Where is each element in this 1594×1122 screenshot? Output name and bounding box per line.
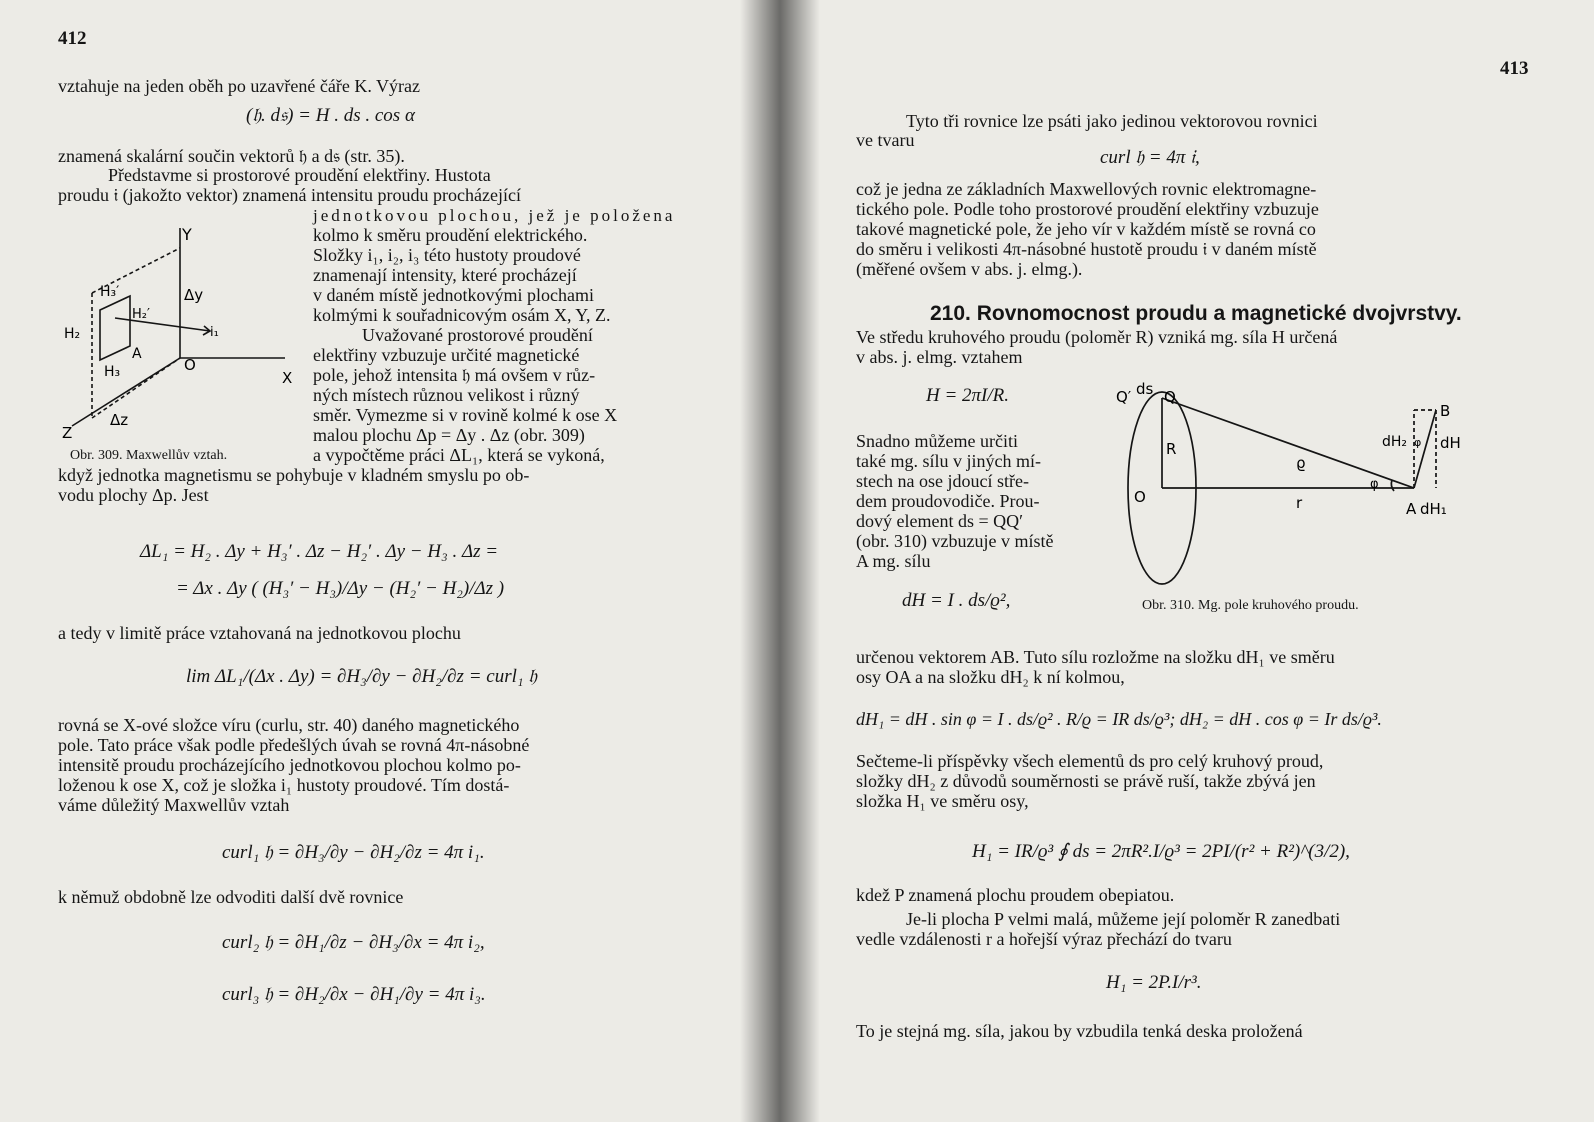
- fig310-label: dH₁: [1420, 500, 1447, 518]
- text-line: osy OA a na složku dH₂ k ní kolmou,: [856, 667, 1125, 687]
- text-line: jednotkovou plochou, jež je položena: [313, 206, 676, 225]
- figure-310-diagram: [1106, 380, 1486, 590]
- text-line: určenou vektorem AB. Tuto sílu rozložme na složku dH₁ ve směru: [856, 647, 1335, 667]
- fig310-label: dH₂: [1382, 434, 1408, 450]
- text-line: kdež P znamená plochu proudem obepiatou.: [856, 885, 1175, 905]
- text-line: do směru i velikosti 4π-násobné hustotě proudu 𝔦 v daném místě: [856, 239, 1317, 259]
- fig310-label: φ: [1414, 436, 1422, 449]
- text-line: dem proudovodiče. Prou-: [856, 491, 1040, 511]
- text-line: vodu plochy Δp. Jest: [58, 485, 209, 505]
- text-line: vztahuje na jeden oběh po uzavřené čáře K. Výraz: [58, 76, 420, 96]
- text-line: tického pole. Podle toho prostorové proudění elektřiny vzbuzuje: [856, 199, 1319, 219]
- text-line: Snadno můžeme určiti: [856, 431, 1018, 451]
- text-line: (měřené ovšem v abs. j. elmg.).: [856, 259, 1083, 279]
- left-page: [0, 0, 780, 1122]
- fig309-label: Δy: [184, 286, 204, 304]
- text-line: a tedy v limitě práce vztahovaná na jednotkovou plochu: [58, 623, 461, 643]
- figure-caption: Obr. 309. Maxwellův vztah.: [70, 448, 228, 463]
- page-number: 412: [58, 28, 87, 49]
- text-line: elektřiny vzbuzuje určité magnetické: [313, 345, 580, 365]
- text-line: ve tvaru: [856, 130, 915, 150]
- fig310-label: A: [1406, 500, 1417, 518]
- fig309-label: O: [184, 356, 196, 374]
- right-page: [780, 0, 1594, 1122]
- text-line: stech na ose jdoucí stře-: [856, 471, 1029, 491]
- fig309-label: Y: [182, 225, 192, 244]
- equation: H₁ = IR/ϱ³ ∮ ds = 2πR².I/ϱ³ = 2PI/(r² + R²)^(3/2),: [972, 841, 1350, 862]
- text-line: kolmo k směru proudění elektrického.: [313, 225, 588, 245]
- text-line: znamená skalární součin vektorů 𝔥 a d𝔰 (str. 35).: [58, 146, 405, 166]
- fig310-label: B: [1440, 402, 1451, 420]
- text-line: dový element ds = QQ′: [856, 511, 1024, 531]
- text-line: Ve středu kruhového proudu (poloměr R) vzniká mg. síla H určená: [856, 327, 1338, 347]
- fig309-label: H₂′: [132, 307, 150, 322]
- text-line: také mg. sílu v jiných mí-: [856, 451, 1041, 471]
- text-line: (obr. 310) vzbuzuje v místě: [856, 531, 1054, 551]
- text-line: což je jedna ze základních Maxwellových rovnic elektromagne-: [856, 179, 1317, 199]
- equation: lim ΔL₁/(Δx . Δy) = ∂H₃/∂y − ∂H₂/∂z = curl₁ 𝔥: [186, 666, 537, 687]
- fig310-label: r: [1296, 494, 1303, 512]
- text-line: To je stejná mg. síla, jakou by vzbudila tenká deska proložená: [856, 1021, 1303, 1041]
- equation: dH₁ = dH . sin φ = I . ds/ϱ² . R/ϱ = IR ds/ϱ³; dH₂ = dH . cos φ = Ir ds/ϱ³.: [856, 709, 1382, 729]
- fig309-label: A: [132, 346, 142, 362]
- text-line: když jednotka magnetismu se pohybuje v kladném smyslu po ob-: [58, 465, 530, 485]
- section-heading: 210. Rovnomocnost proudu a magnetické dvojvrstvy.: [930, 302, 1462, 325]
- equation: ΔL₁ = H₂ . Δy + H₃′ . Δz − H₂′ . Δy − H₃ . Δz =: [140, 541, 499, 562]
- text-line: Složky i₁, i₂, i₃ této hustoty proudové: [313, 245, 581, 265]
- equation: = Δx . Δy ( (H₃′ − H₃)/Δy − (H₂′ − H₂)/Δz ): [176, 578, 505, 599]
- text-line: Je-li plocha P velmi malá, můžeme její poloměr R zanedbati: [906, 909, 1341, 929]
- text-line: pole, jehož intensita 𝔥 má ovšem v růz-: [313, 365, 596, 385]
- fig310-label: φ: [1370, 477, 1379, 492]
- fig310-label: Q: [1164, 388, 1176, 406]
- text-line: znamenají intensity, které procházejí: [313, 265, 577, 285]
- right-gutter-shadow: [780, 0, 820, 1122]
- equation: curl₁ 𝔥 = ∂H₃/∂y − ∂H₂/∂z = 4π i₁.: [222, 842, 485, 863]
- text-line: Uvažované prostorové proudění: [362, 325, 593, 345]
- text-line: a vypočtěme práci ΔL₁, která se vykoná,: [313, 445, 605, 465]
- text-line: pole. Tato práce však podle předešlých úvah se rovná 4π-násobné: [58, 735, 530, 755]
- text-line: Představme si prostorové proudění elektřiny. Hustota: [108, 165, 491, 185]
- text-line: složka H₁ ve směru osy,: [856, 791, 1029, 811]
- fig310-label: Q′: [1116, 388, 1132, 406]
- equation: curl 𝔥 = 4π 𝔦,: [1100, 147, 1200, 168]
- text-line: směr. Vymezme si v rovině kolmé k ose X: [313, 405, 618, 425]
- text-line: ných místech různou velikost i různý: [313, 385, 580, 405]
- equation: curl₃ 𝔥 = ∂H₂/∂x − ∂H₁/∂y = 4π i₃.: [222, 984, 486, 1005]
- equation: dH = I . ds/ϱ²,: [902, 590, 1011, 611]
- text-line: kolmými k souřadnicovým osám X, Y, Z.: [313, 305, 611, 325]
- text-line: vedle vzdálenosti r a hořejší výraz přechází do tvaru: [856, 929, 1232, 949]
- equation: (𝔥. d𝔰) = H . ds . cos α: [246, 105, 415, 126]
- text-line: loženou k ose X, což je složka i₁ hustoty proudové. Tím dostá-: [58, 775, 510, 795]
- left-gutter-shadow: [740, 0, 780, 1122]
- text-line: Tyto tři rovnice lze psáti jako jedinou vektorovou rovnici: [906, 111, 1318, 131]
- text-line: takové magnetické pole, že jeho vír v každém místě se rovná co: [856, 219, 1316, 239]
- fig309-label: Δz: [110, 411, 129, 429]
- text-line: rovná se X-ové složce víru (curlu, str. 40) daného magnetického: [58, 715, 520, 735]
- text-line: malou plochu Δp = Δy . Δz (obr. 309): [313, 425, 585, 445]
- equation: H = 2πI/R.: [926, 385, 1010, 406]
- fig309-label: H₃′: [100, 284, 120, 300]
- fig310-label: O: [1134, 488, 1146, 506]
- page-number: 413: [1500, 58, 1529, 79]
- figure-caption: Obr. 310. Mg. pole kruhového proudu.: [1142, 598, 1359, 613]
- fig309-label: Z: [62, 424, 73, 442]
- fig310-label: ds: [1136, 380, 1154, 398]
- fig309-label: i₁: [210, 325, 219, 340]
- text-line: proudu 𝔦 (jakožto vektor) znamená intensitu proudu procházející: [58, 185, 521, 205]
- fig310-label: ϱ: [1296, 454, 1306, 472]
- text-line: A mg. sílu: [856, 551, 931, 571]
- fig309-label: H₃: [104, 364, 121, 380]
- text-line: Sečteme-li příspěvky všech elementů ds pro celý kruhový proud,: [856, 751, 1324, 771]
- fig309-label: H₂: [64, 326, 81, 342]
- text-line: intensitě proudu procházejícího jednotkovou plochou kolmo po-: [58, 755, 521, 775]
- equation: curl₂ 𝔥 = ∂H₁/∂z − ∂H₃/∂x = 4π i₂,: [222, 932, 485, 953]
- text-line: složky dH₂ z důvodů souměrnosti se právě ruší, takže zbývá jen: [856, 771, 1316, 791]
- fig310-label: R: [1166, 440, 1177, 458]
- fig310-label: dH: [1440, 434, 1461, 452]
- fig309-label: X: [282, 369, 293, 387]
- equation: H₁ = 2P.I/r³.: [1106, 972, 1202, 993]
- figure-309-diagram: [60, 218, 305, 468]
- text-line: v abs. j. elmg. vztahem: [856, 347, 1023, 367]
- text-line: váme důležitý Maxwellův vztah: [58, 795, 290, 815]
- text-line: v daném místě jednotkovými plochami: [313, 285, 594, 305]
- text-line: k němuž obdobně lze odvoditi další dvě rovnice: [58, 887, 404, 907]
